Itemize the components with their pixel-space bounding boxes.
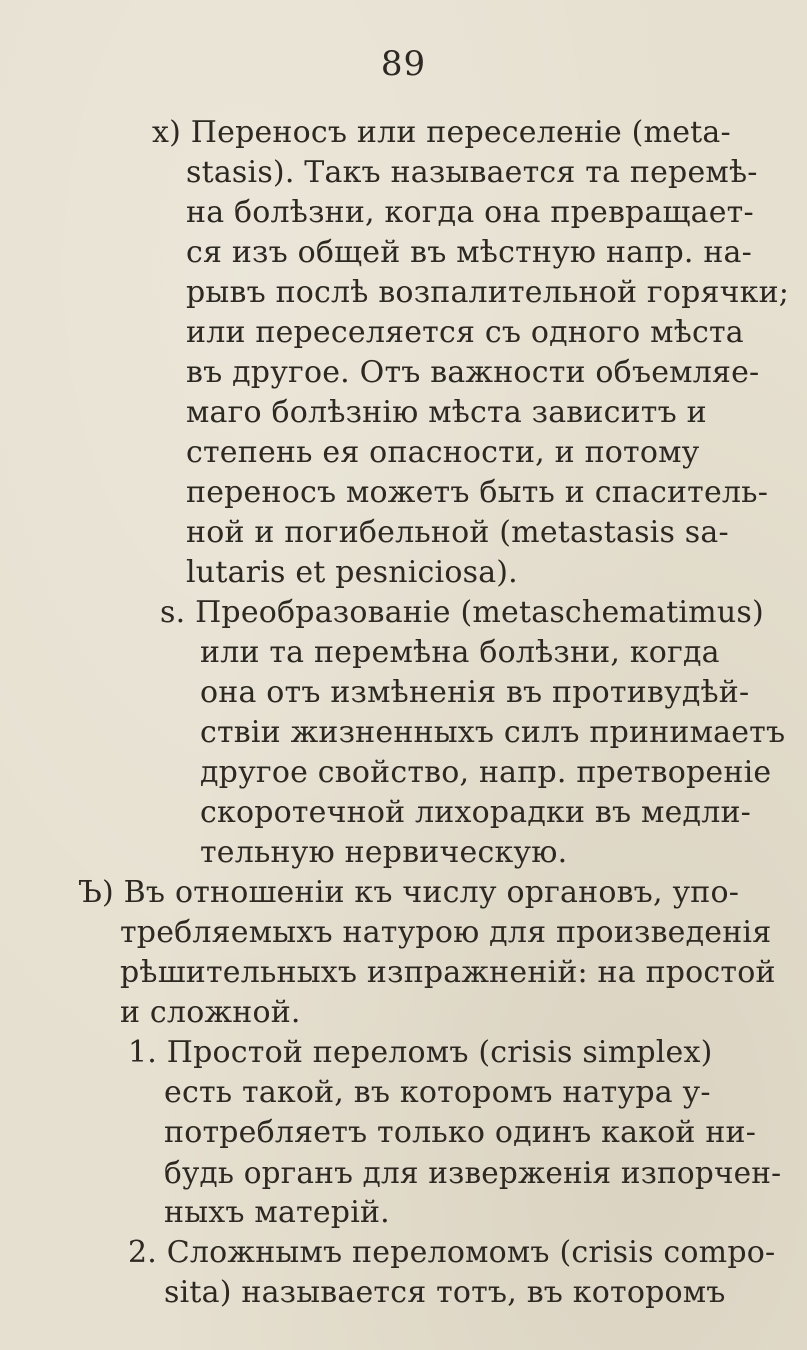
text-line: или переселяется съ одного мѣста xyxy=(186,315,744,350)
text-line: степень ея опасности, и потому xyxy=(186,435,700,470)
text-line: 2. Сложнымъ переломомъ (crisis compo- xyxy=(128,1235,776,1270)
text-line: требляемыхъ натурою для произведенія xyxy=(120,915,772,950)
text-line: скоротечной лихорадки въ медли- xyxy=(200,795,751,830)
text-line: ствіи жизненныхъ силъ принимаетъ xyxy=(200,715,786,750)
text-line: ной и погибельной (metastasis sa- xyxy=(186,515,729,550)
text-line: на болѣзни, когда она превращает- xyxy=(186,195,754,230)
text-line: sita) называется тотъ, въ которомъ xyxy=(164,1275,726,1310)
page-number: 89 xyxy=(380,44,427,84)
text-line: ся изъ общей въ мѣстную напр. на- xyxy=(186,235,752,270)
text-line: будь органъ для изверженія изпорчен- xyxy=(164,1156,782,1190)
text-line: въ другое. Отъ важности объемляе- xyxy=(186,355,760,390)
text-line: ныхъ матерій. xyxy=(164,1195,390,1230)
text-line: рывъ послѣ возпалительной горячки; xyxy=(186,275,790,310)
text-line: тельную нервическую. xyxy=(200,835,568,870)
text-line: s. Преобразованіе (metaschematimus) xyxy=(160,595,764,630)
text-line: есть такой, въ которомъ натура у- xyxy=(164,1075,711,1110)
text-line: stasis). Такъ называется та перемѣ- xyxy=(186,155,758,190)
text-line: 1. Простой переломъ (crisis simplex) xyxy=(128,1035,713,1070)
text-line: lutaris et pesniciosa). xyxy=(186,555,518,590)
text-line: x) Переносъ или переселеніе (meta- xyxy=(152,115,731,150)
text-line: маго болѣзнію мѣста зависитъ и xyxy=(186,395,707,430)
text-line: другое свойство, напр. претвореніе xyxy=(200,755,772,790)
text-line: потребляетъ только одинъ какой ни- xyxy=(164,1115,757,1150)
text-line: она отъ измѣненія въ противудѣй- xyxy=(200,675,750,710)
text-line: переносъ можетъ быть и спаситель- xyxy=(186,475,769,510)
text-line: и сложной. xyxy=(120,995,301,1030)
text-line: Ъ) Въ отношеніи къ числу органовъ, упо- xyxy=(78,875,740,910)
text-line: или та перемѣна болѣзни, когда xyxy=(200,635,720,670)
text-line: рѣшительныхъ изпражненій: на простой xyxy=(120,955,776,990)
